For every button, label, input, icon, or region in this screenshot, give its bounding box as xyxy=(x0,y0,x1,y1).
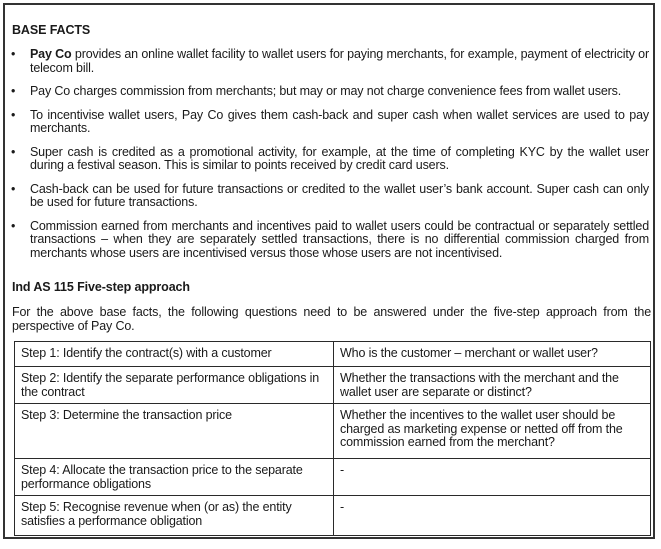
question-cell: Whether the incentives to the wallet user should be charged as marketing expense or netted off from the commission earned from the merchant? xyxy=(334,404,651,459)
approach-intro: For the above base facts, the following questions need to be answered under the five-step approach from the perspective of Pay Co. xyxy=(12,305,651,333)
fact-item xyxy=(0,48,661,75)
table-row xyxy=(15,342,651,367)
fact-item xyxy=(0,220,661,261)
bullet-icon: • xyxy=(11,181,16,196)
fact-item xyxy=(0,109,661,136)
fact-text: Super cash is credited as a promotional activity, for example, at the time of completing KYC by the wallet user during a festival season. This is similar to points received by credit card users. xyxy=(30,144,649,172)
bullet-icon: • xyxy=(11,218,16,233)
step-cell: Step 5: Recognise revenue when (or as) the entity satisfies a performance obligation xyxy=(15,496,334,536)
table-row xyxy=(15,496,651,536)
bullet-icon: • xyxy=(11,84,16,98)
question-cell: Who is the customer – merchant or wallet user? xyxy=(334,342,651,367)
fact-bold-lead: Pay Co xyxy=(30,47,72,61)
question-cell: Whether the transactions with the merchant and the wallet user are separate or distinct? xyxy=(334,367,651,404)
fact-text: Cash-back can be used for future transactions or credited to the wallet user’s bank account. Super cash can only be used for future transactions. xyxy=(30,181,649,209)
bullet-icon: • xyxy=(11,144,16,159)
fact-text: To incentivise wallet users, Pay Co gives them cash-back and super cash when wallet services are used to pay merchants. xyxy=(30,107,649,135)
base-facts-heading: BASE FACTS xyxy=(12,23,91,37)
bullet-icon: • xyxy=(11,107,16,122)
fact-text: Pay Co charges commission from merchants; but may or may not charge convenience fees from wallet users. xyxy=(30,84,622,98)
step-cell: Step 1: Identify the contract(s) with a customer xyxy=(15,342,334,367)
fact-item xyxy=(0,183,661,210)
five-step-table xyxy=(14,341,651,536)
table-row xyxy=(15,459,651,496)
table-row xyxy=(15,367,651,404)
fact-item xyxy=(0,85,661,99)
fact-text: Commission earned from merchants and incentives paid to wallet users could be contractual or separately settled transactions – when they are separately settled transactions, there is no differential commission charged from merchants whose users are incentivised versus those whose users are not incentivised. xyxy=(30,218,649,260)
question-cell: - xyxy=(334,459,651,496)
step-cell: Step 4: Allocate the transaction price to the separate performance obligations xyxy=(15,459,334,496)
question-cell: - xyxy=(334,496,651,536)
fact-text: provides an online wallet facility to wallet users for paying merchants, for example, payment of electricity or telecom bill. xyxy=(30,47,649,75)
step-cell: Step 3: Determine the transaction price xyxy=(15,404,334,459)
approach-heading: Ind AS 115 Five-step approach xyxy=(12,280,190,294)
fact-item xyxy=(0,146,661,173)
step-cell: Step 2: Identify the separate performance obligations in the contract xyxy=(15,367,334,404)
table-row xyxy=(15,404,651,459)
base-facts-list xyxy=(0,48,661,270)
bullet-icon: • xyxy=(11,47,16,61)
